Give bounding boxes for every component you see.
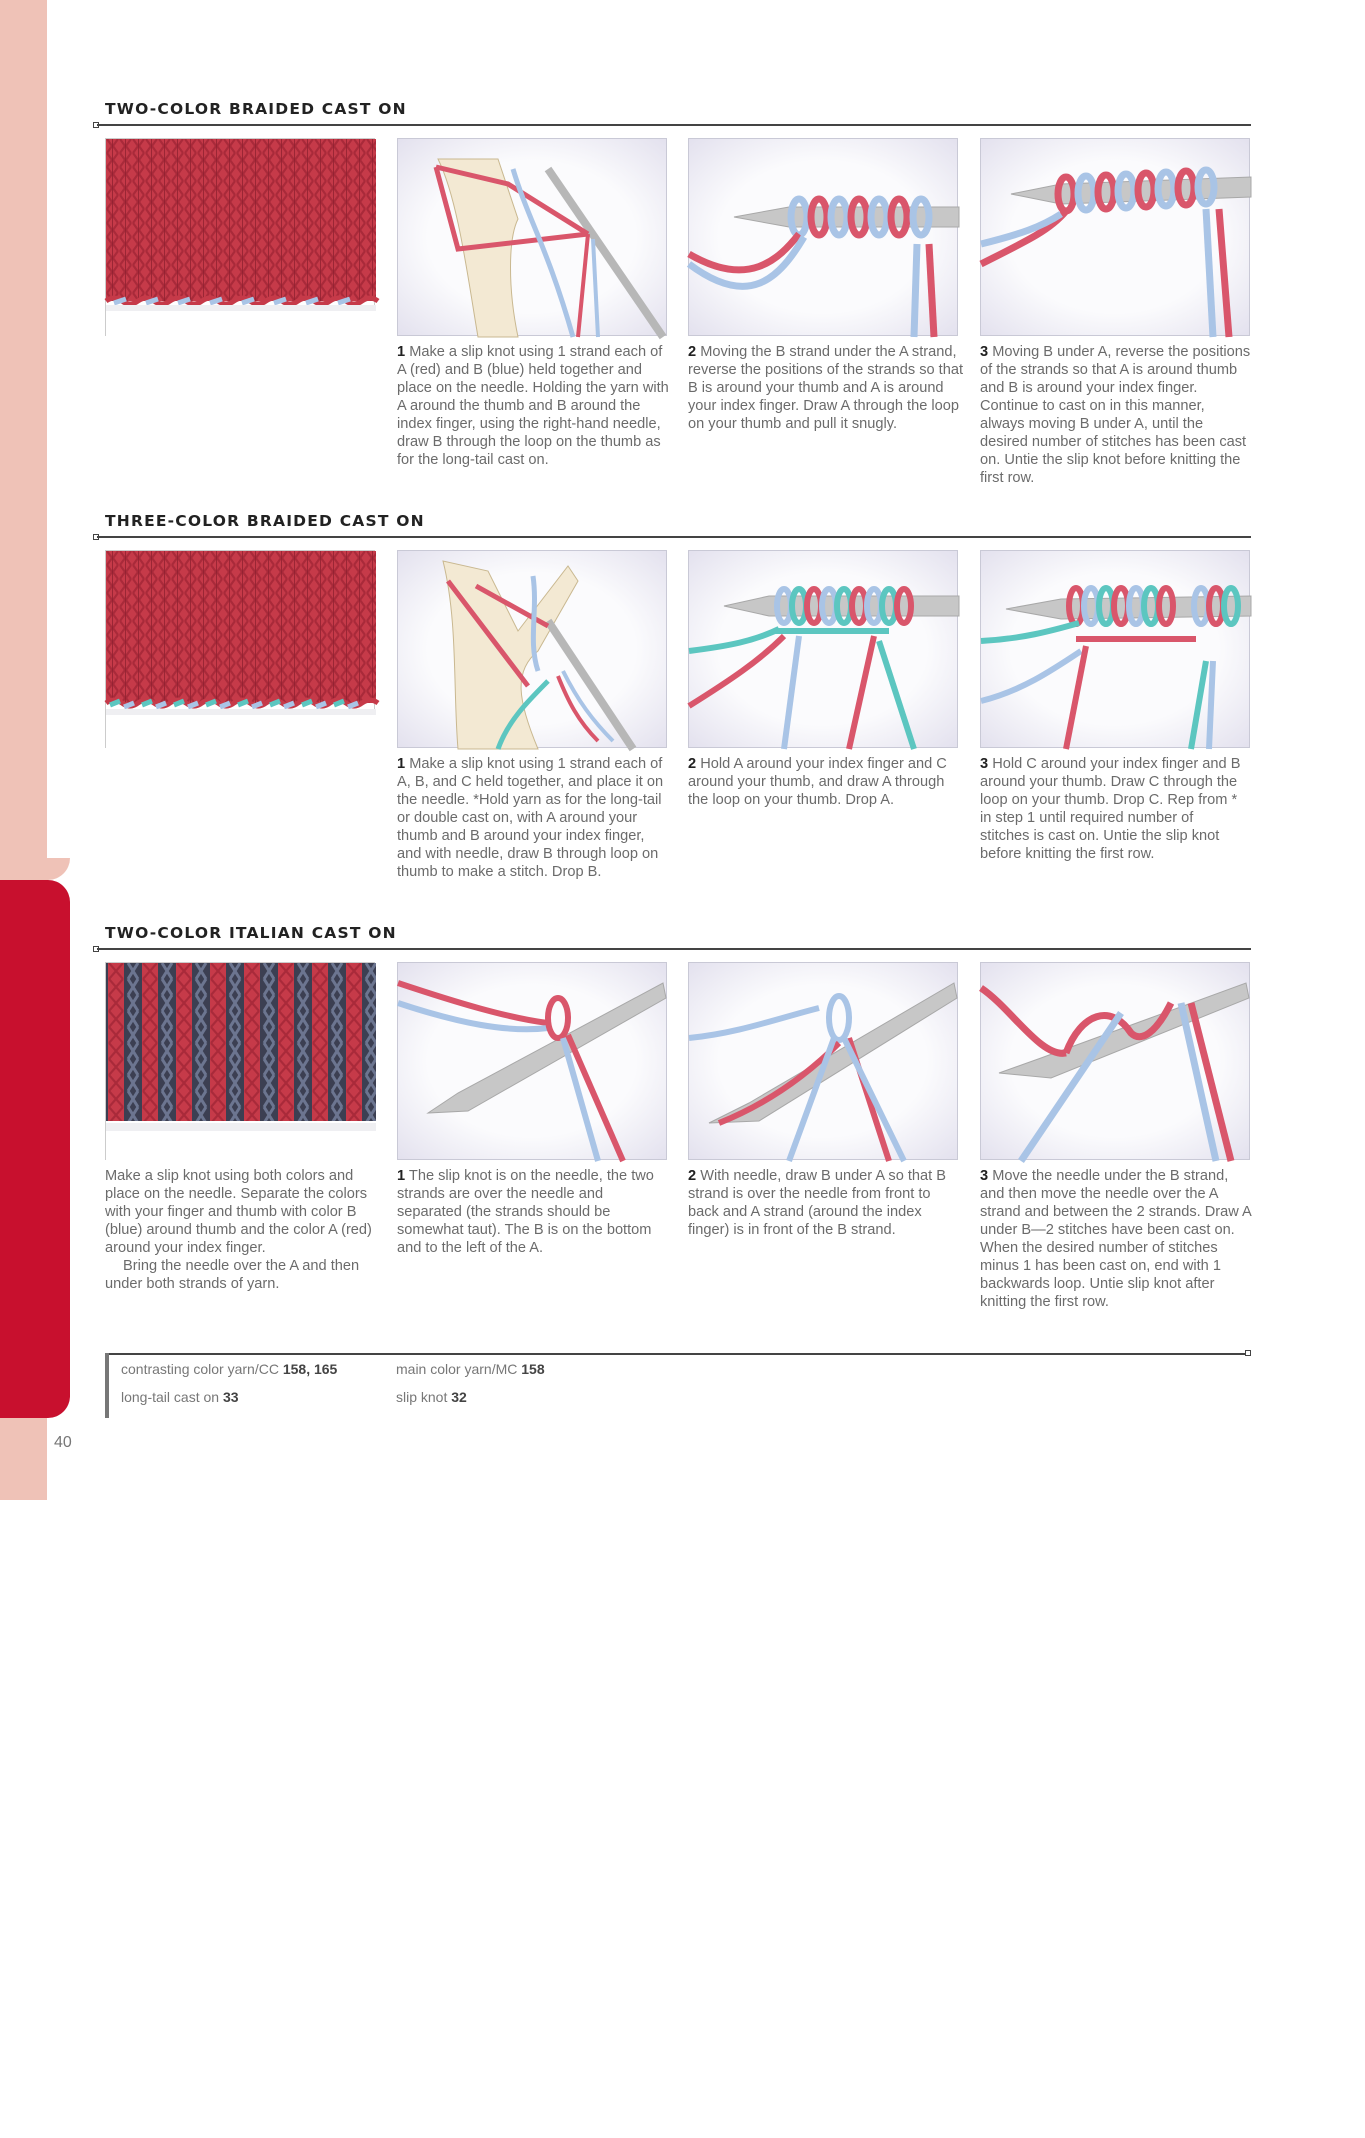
illustration-step-2: [688, 962, 958, 1160]
step-body: Make a slip knot using 1 strand each of A (red) and B (blue) held together and place on the needle. Holding the yarn with A around the thumb and B around the index finger, using the right-hand needle, draw B through the loop on the thumb as for the long-tail cast on.: [397, 344, 669, 468]
illustration-step-2: [688, 550, 958, 748]
step-body: Make a slip knot using 1 strand each of A, B, and C held together, and place it on the needle. *Hold yarn as for the long-tail or double cast on, with A around your thumb and B around your index finger, and with needle, draw B through loop on thumb to make a stitch. Drop B.: [397, 756, 664, 880]
page-number: 40: [54, 1434, 72, 1451]
cross-references: [105, 1353, 1249, 1418]
step-3-text: [980, 1167, 1252, 1311]
step-1-text: [397, 1167, 672, 1257]
step-number: 1: [397, 756, 406, 772]
step-2-text: [688, 1167, 963, 1239]
step-number: 3: [980, 344, 989, 360]
step-body: Moving the B strand under the A strand, reverse the positions of the strands so that B is around your thumb and A is around your index finger. Draw A through the loop on your thumb and pull it snugly.: [688, 344, 964, 432]
ref-contrasting-color[interactable]: [121, 1361, 337, 1377]
intro-paragraph-1: Make a slip knot using both colors and place on the needle. Separate the colors with your finger and thumb with color B (blue) around thumb and the color A (red) around your index finger.: [105, 1168, 372, 1256]
step-3-text: [980, 343, 1252, 487]
step-number: 1: [397, 344, 406, 360]
section-title: TWO-COLOR BRAIDED CAST ON: [105, 100, 407, 118]
step-2-text: [688, 343, 963, 433]
ref-pages: 33: [222, 1389, 239, 1405]
illustration-step-3: [980, 962, 1250, 1160]
step-number: 3: [980, 1168, 989, 1184]
knit-swatch-image: [105, 962, 375, 1160]
section-rule: [97, 536, 1251, 538]
illustration-step-1: [397, 962, 667, 1160]
section-rule: [97, 124, 1251, 126]
step-number: 3: [980, 756, 989, 772]
ref-label: slip knot: [396, 1389, 448, 1405]
ref-pages: 158, 165: [282, 1361, 338, 1377]
illustration-step-3: [980, 550, 1250, 748]
ref-label: long-tail cast on: [121, 1389, 220, 1405]
step-body: With needle, draw B under A so that B strand is over the needle from front to back and A strand (around the index finger) is in front of the B strand.: [688, 1168, 946, 1238]
illustration-step-1: [397, 550, 667, 748]
chapter-tab-label: [35, 1903, 55, 2138]
step-body: The slip knot is on the needle, the two strands are over the needle and separated (the strands should be somewhat taut). The B is on the bottom and to the left of the A.: [397, 1168, 654, 1256]
knit-swatch-image: [105, 550, 375, 748]
step-number: 1: [397, 1168, 406, 1184]
chapter-title: BASIC TECHNIQUES: [35, 1903, 55, 2113]
knit-swatch-image: [105, 138, 375, 336]
step-body: Move the needle under the B strand, and then move the needle over the A strand and between the 2 strands. Draw A under B—2 stitches have been cast on. When the desired number of stitches minus 1 has been cast on, end with 1 backwards loop. Untie slip knot after knitting the first row.: [980, 1168, 1251, 1310]
step-3-text: [980, 755, 1245, 863]
illustration-step-1: [397, 138, 667, 336]
rule-marker-icon: [1245, 1350, 1251, 1356]
step-1-text: [397, 343, 672, 469]
ref-pages: 158: [521, 1361, 545, 1377]
ref-slip-knot[interactable]: [396, 1389, 467, 1405]
chapter-number: 2: [35, 2124, 55, 2138]
step-number: 2: [688, 1168, 697, 1184]
step-number: 2: [688, 756, 697, 772]
ref-main-color[interactable]: [396, 1361, 545, 1377]
refs-bar: [105, 1353, 109, 1418]
intro-paragraph-2: Bring the needle over the A and then under both strands of yarn.: [105, 1258, 360, 1292]
step-2-text: [688, 755, 963, 809]
section-title: TWO-COLOR ITALIAN CAST ON: [105, 924, 397, 942]
illustration-step-2: [688, 138, 958, 336]
illustration-step-3: [980, 138, 1250, 336]
ref-label: main color yarn/MC: [396, 1361, 518, 1377]
step-body: Hold A around your index finger and C around your thumb, and draw A through the loop on your thumb. Drop A.: [688, 756, 947, 808]
step-1-text: [397, 755, 672, 881]
tab-notch: [47, 858, 70, 880]
step-number: 2: [688, 344, 697, 360]
intro-text: [105, 1167, 380, 1293]
step-body: Hold C around your index finger and B around your thumb. Draw C through the loop on your thumb. Drop C. Rep from * in step 1 until required number of stitches is cast on. Untie the slip knot before knitting the first row.: [980, 756, 1241, 862]
refs-rule: [105, 1353, 1249, 1355]
ref-long-tail[interactable]: [121, 1389, 239, 1405]
section-rule: [97, 948, 1251, 950]
step-body: Moving B under A, reverse the positions of the strands so that A is around thumb and B is around your index finger. Continue to cast on in this manner, always moving B under A, until the desired number of stitches has been cast on. Untie the slip knot before knitting the first row.: [980, 344, 1251, 486]
ref-pages: 32: [451, 1389, 467, 1405]
ref-label: contrasting color yarn/CC: [121, 1361, 279, 1377]
section-title: THREE-COLOR BRAIDED CAST ON: [105, 512, 425, 530]
